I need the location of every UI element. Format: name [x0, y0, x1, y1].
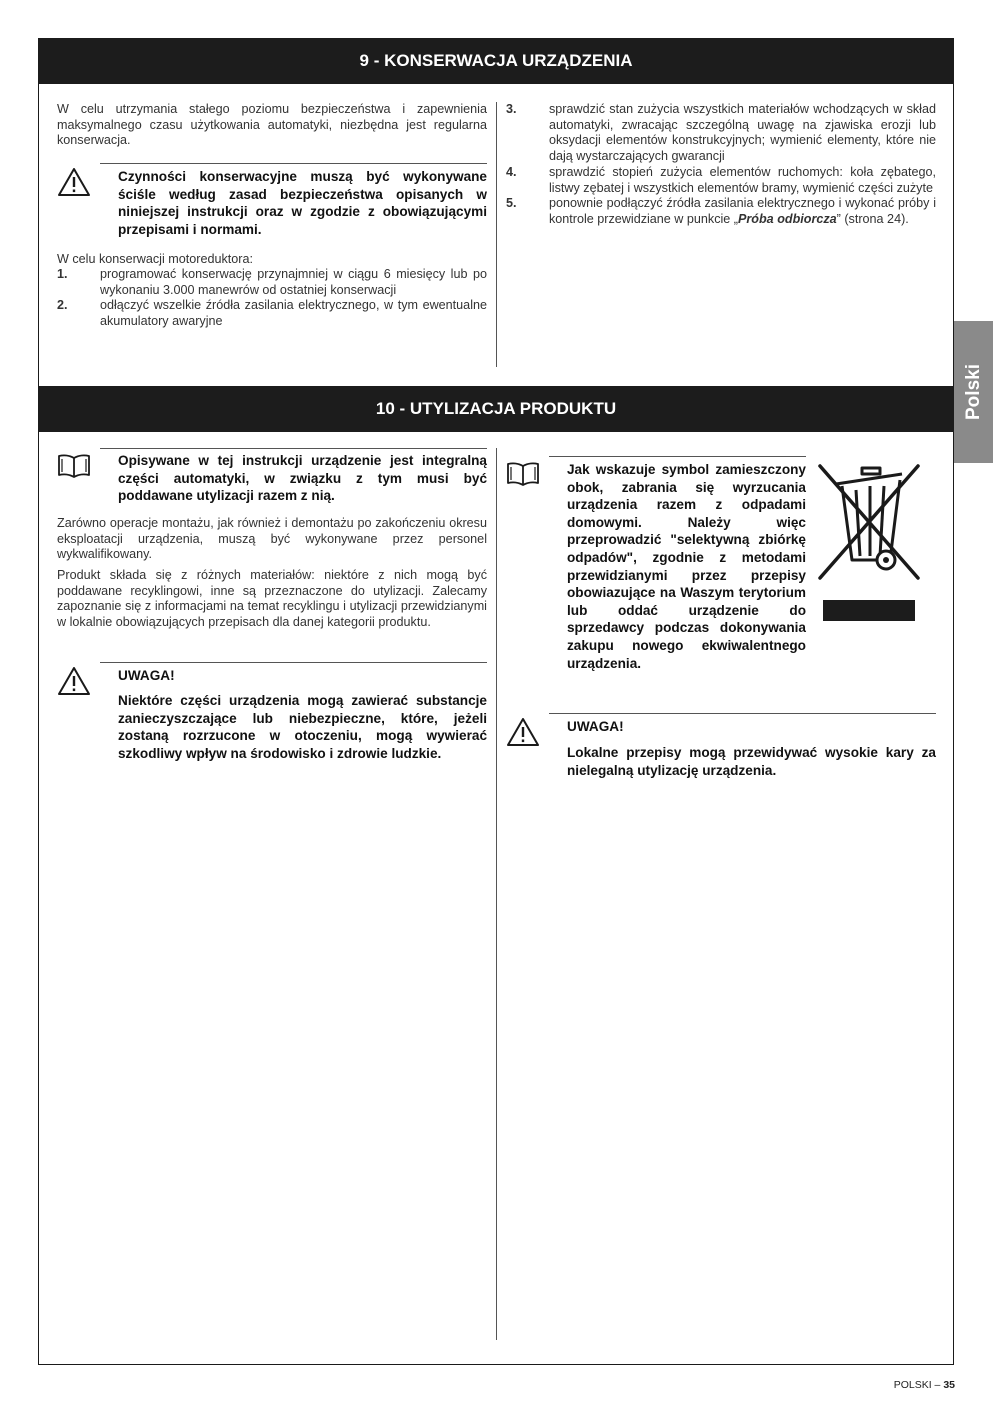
- step-number: 2.: [57, 298, 68, 313]
- disposal-info-note: [57, 448, 487, 510]
- step-number: 5.: [506, 196, 517, 211]
- step-item: [57, 267, 487, 298]
- column-divider: [496, 102, 497, 367]
- info-note-text: Opisywane w tej instrukcji urządzenie jest integralną części automatyki, w związku z tym musi być poddawane utylizacji razem z nią.: [118, 453, 487, 504]
- note-rule: [100, 448, 487, 449]
- maintenance-steps-left: [57, 267, 487, 330]
- open-book-icon: [506, 461, 540, 487]
- caution-heading: UWAGA!: [118, 668, 175, 683]
- warning-triangle-icon: [57, 167, 91, 197]
- warning-triangle-icon: [57, 666, 91, 696]
- steps-intro: W celu konserwacji motoreduktora:: [57, 252, 253, 266]
- step-reference: Próba odbiorcza: [738, 211, 837, 226]
- step-item: [57, 298, 487, 329]
- maintenance-steps-right: [506, 102, 936, 228]
- note-rule: [100, 662, 487, 663]
- section-title: 10 - UTYLIZACJA PRODUKTU: [375, 399, 617, 418]
- symbol-note-text: Jak wskazuje symbol zamieszczony obok, zabrania się wyrzucania urządzenia razem z odpadami domowymi. Należy więc przeprowadzić "selektywną zbiórkę odpadów", zgodnie z metodami przewidzianymi przez przepisy obowiazujące na Waszym terytorium lub oddać urządzenie do sprzedawcy podczas dokonywania zakupu nowego ekwiwalentnego urządzenia.: [567, 462, 806, 671]
- language-tab-label: Polski: [962, 364, 984, 420]
- weee-bar: [823, 600, 915, 621]
- page-number: 35: [943, 1379, 955, 1391]
- step-number: 1.: [57, 267, 68, 281]
- caution-text: Lokalne przepisy mogą przewidywać wysokie kary za nielegalną utylizację urządzenia.: [567, 745, 936, 778]
- step-item: [506, 196, 936, 227]
- note-rule: [549, 713, 936, 714]
- open-book-icon: [57, 453, 91, 479]
- step-text: sprawdzić stopień zużycia elementów ruchomych: koła zębatego, listwy zębatej i wszystkich elementów bramy, wymienić części zużyte: [549, 164, 936, 195]
- maintenance-warning-note: [57, 163, 487, 243]
- disposal-symbol-note: [506, 456, 806, 671]
- step-item: [506, 165, 936, 196]
- section-header-disposal: [38, 386, 954, 432]
- caution-heading: UWAGA!: [567, 719, 624, 734]
- warning-triangle-icon: [506, 717, 540, 747]
- disposal-para-1: Zarówno operacje montażu, jak również i demontażu po zakończeniu okresu eksploatacji urządzenia, muszą być wykonywane przez personel wykwalifikowany.: [57, 516, 487, 562]
- disposal-para-2: Produkt składa się z różnych materiałów: niektóre z nich mogą być poddawane recyklingowi, inne są przeznaczone do utylizacji. Zalecamy zapoznanie się z informacjami na temat recyklingu i utylizacji przewidzianymi w lokalnie obowiązujących przepisach dla danej kategorii produktu.: [57, 568, 487, 630]
- crossed-bin-icon: [812, 460, 926, 584]
- section-title: 9 - KONSERWACJA URZĄDZENIA: [359, 51, 633, 70]
- note-rule: [549, 456, 806, 457]
- step-text: sprawdzić stan zużycia wszystkich materiałów wchodzących w skład automatyki, zwracając szczególną uwagę na zjawiska erozji lub oksydacji elementów konstrukcyjnych; wymienić elementy, które nie dają wystarczających gwarancji: [549, 102, 936, 164]
- step-text: programować konserwację przynajmniej w ciągu 6 miesięcy lub po wykonaniu 3.000 manewrów od ostatniej konserwacji: [100, 267, 487, 297]
- warning-text: Czynności konserwacyjne muszą być wykonywane ściśle według zasad bezpieczeństwa opisanych w niniejszej instrukcji oraz w zgodzie z obowiązującymi przepisami i normami.: [118, 169, 487, 237]
- step-item: [506, 102, 936, 165]
- column-divider: [496, 448, 497, 1340]
- caution-text: Niektóre części urządzenia mogą zawierać substancje zanieczyszczające lub niebezpieczne, które, jeżeli zostaną rozrzucone w otoczeniu, mogą wywierać szkodliwy wpływ na środowisko i zdrowie ludzkie.: [118, 693, 487, 761]
- maintenance-intro: W celu utrzymania stałego poziomu bezpieczeństwa i zapewnienia maksymalnego czasu użytkowania automatyki, niezbędna jest regularna konserwacja.: [57, 102, 487, 148]
- page-footer: [894, 1379, 955, 1391]
- disposal-caution-left: [57, 662, 487, 772]
- step-number: 4.: [506, 164, 517, 179]
- step-number: 3.: [506, 102, 517, 116]
- step-text: ponownie podłączyć źródła zasilania elektrycznego i wykonać próby i kontrole przewidziane w punkcie „: [549, 196, 936, 226]
- disposal-caution-right: [506, 713, 936, 793]
- footer-language: POLSKI –: [893, 1379, 941, 1391]
- step-text: odłączyć wszelkie źródła zasilania elektrycznego, w tym ewentualne akumulatory awaryjne: [100, 298, 487, 329]
- step-text-end: ” (strona 24).: [836, 211, 909, 226]
- language-tab: [954, 321, 993, 463]
- note-rule: [100, 163, 487, 164]
- section-header-maintenance: [38, 38, 954, 84]
